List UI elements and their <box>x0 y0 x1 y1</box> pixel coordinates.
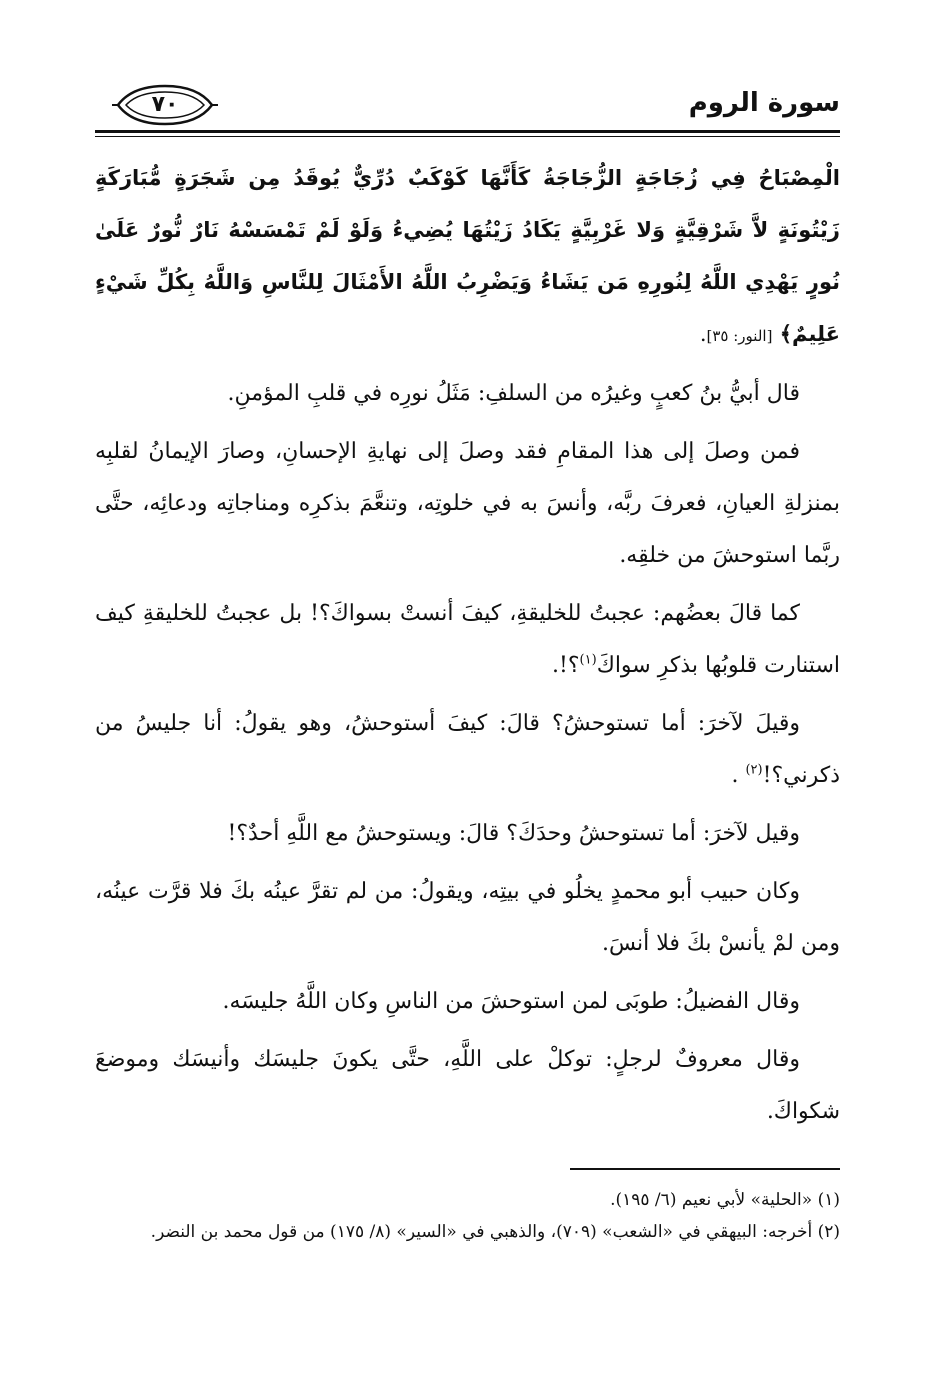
footnote-marker[interactable]: (١) <box>579 652 597 668</box>
quran-verse <box>95 152 840 362</box>
paragraph-text: وقال الفضيلُ: طوبَى لمن استوحشَ من الناسِ وكان اللَّهُ جليسَه. <box>222 989 800 1014</box>
book-page <box>95 80 840 1242</box>
paragraph-text: وقيل لآخرَ: أما تستوحشُ وحدَكَ؟ قالَ: ويستوحشُ مع اللَّهِ أحدٌ؟! <box>227 821 800 846</box>
paragraph-text-end: ؟!. <box>552 653 580 678</box>
paragraph <box>95 866 840 970</box>
header-rule-thin <box>95 136 840 137</box>
page-header <box>95 80 840 132</box>
paragraph <box>95 1034 840 1138</box>
paragraph-text: فمن وصلَ إلى هذا المقامِ فقد وصلَ إلى نهايةِ الإحسانِ، وصارَ الإيمانُ لقلبِه بمنزلةِ العيانِ، فعرفَ ربَّه، وأنسَ به في خلوتِه، وتنعَّمَ بذكرِه ومناجاتِه ودعائِه، حتَّى ربَّما استوحشَ من خلقِه. <box>95 439 840 568</box>
paragraph <box>95 426 840 582</box>
paragraph-text: وقال معروفٌ لرجلٍ: توكلْ على اللَّهِ، حتَّى يكونَ جليسَك وأنيسَك وموضعَ شكواكَ. <box>95 1047 840 1124</box>
footnote: (٢) أخرجه: البيهقي في «الشعب» (٧٠٩)، والذهبي في «السير» (٨/ ١٧٥) من قول محمد بن النضر. <box>150 1222 840 1242</box>
verse-reference: [النور: ٣٥] <box>706 327 773 345</box>
paragraph <box>95 698 840 802</box>
surah-title: سورة الروم <box>688 88 840 118</box>
footnote: (١) «الحلية» لأبي نعيم (٦/ ١٩٥). <box>610 1190 840 1210</box>
paragraph-text: قال أبيُّ بنُ كعبٍ وغيرُه من السلفِ: مَثَلُ نورِه في قلبِ المؤمنِ. <box>227 381 800 406</box>
paragraph-text: وكان حبيب أبو محمدٍ يخلُو في بيتِه، ويقولُ: من لم تقرَّ عينُه بكَ فلا قرَّت عينُه، ومن لمْ يأنسْ بكَ فلا أنسَ. <box>95 879 840 956</box>
paragraph <box>95 368 840 420</box>
paragraph-text: وقيلَ لآخرَ: أما تستوحشُ؟ قالَ: كيفَ أستوحشُ، وهو يقولُ: أنا جليسُ من ذكرني؟! <box>95 711 840 788</box>
paragraph-text: كما قالَ بعضُهم: عجبتُ للخليقةِ، كيفَ أنستْ بسواكَ؟! بل عجبتُ للخليقةِ كيف استنارت قلوبُها بذكرِ سواكَ <box>95 601 840 678</box>
verse-text: الْمِصْبَاحُ فِي زُجَاجَةٍ الزُّجَاجَةُ كَأَنَّهَا كَوْكَبٌ دُرِّيٌّ يُوقَدُ مِن شَجَرَةٍ مُّبَارَكَةٍ زَيْتُونَةٍ لاَّ شَرْقِيَّةٍ وَلا غَرْبِيَّةٍ يَكَادُ زَيْتُهَا يُضِيءُ وَلَوْ لَمْ تَمْسَسْهُ نَارٌ نُّورٌ عَلَىٰ نُورٍ يَهْدِي اللَّهُ لِنُورِهِ مَن يَشَاءُ وَيَضْرِبُ اللَّهُ الأَمْثَالَ لِلنَّاسِ وَاللَّهُ بِكُلِّ شَيْءٍ عَلِيمٌ﴾ <box>95 166 840 346</box>
page-content <box>95 152 840 1138</box>
paragraph <box>95 976 840 1028</box>
verse-tail: . <box>699 322 707 346</box>
footnote-marker[interactable]: (٢) <box>745 762 763 778</box>
paragraph <box>95 808 840 860</box>
paragraph-text-end: . <box>731 763 746 788</box>
page-number: ٧٠ <box>151 92 179 117</box>
footnotes <box>95 1168 840 1248</box>
paragraph <box>95 588 840 692</box>
page-number-badge <box>110 84 220 126</box>
footnote-divider <box>570 1168 840 1170</box>
header-rule <box>95 130 840 133</box>
